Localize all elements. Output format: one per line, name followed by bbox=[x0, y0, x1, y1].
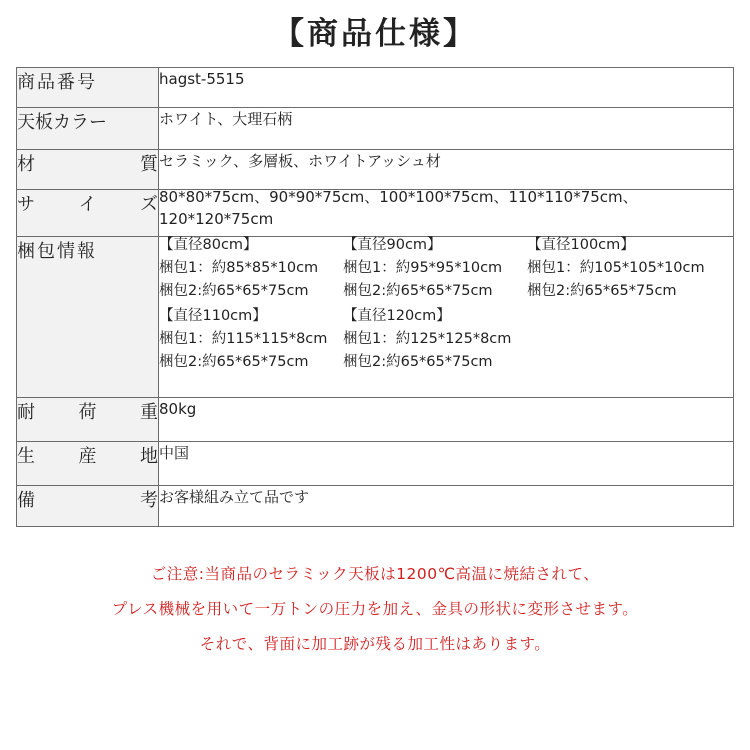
notice-block bbox=[0, 557, 750, 662]
item-no-label: 商品番号 bbox=[17, 72, 97, 93]
packaging-head: 【直径90cm】 bbox=[343, 237, 442, 254]
notice-line: プレス機械を用いて一万トンの圧力を加え、金具の形状に変形させます。 bbox=[111, 600, 639, 618]
remarks-value: お客様組み立て品です bbox=[159, 486, 734, 527]
origin-value: 中国 bbox=[159, 442, 734, 486]
label-char: 備 bbox=[17, 490, 35, 512]
packaging-line: 梱包1：約95*95*10cm bbox=[343, 260, 503, 277]
spec-row-size bbox=[17, 190, 734, 237]
packaging-line: 梱包2:約65*65*75cm bbox=[527, 283, 677, 300]
label-char: 重 bbox=[140, 402, 158, 424]
packaging-line: 梱包2:約65*65*75cm bbox=[159, 283, 309, 300]
size-label bbox=[17, 190, 158, 216]
label-char: 材 bbox=[17, 153, 35, 175]
label-char: 荷 bbox=[78, 402, 97, 424]
spec-row-origin bbox=[17, 442, 734, 486]
load-value: 80kg bbox=[159, 398, 734, 442]
origin-label bbox=[17, 442, 158, 468]
packaging-block bbox=[159, 305, 343, 374]
label-char: 考 bbox=[140, 490, 158, 512]
label-char: ズ bbox=[140, 194, 158, 216]
size-value: 80*80*75cm、90*90*75cm、100*100*75cm、110*110*75cm、120*120*75cm bbox=[159, 188, 638, 229]
label-char: イ bbox=[78, 194, 97, 216]
packaging-head: 【直径100cm】 bbox=[527, 237, 635, 254]
packaging-label: 梱包情報 bbox=[17, 241, 97, 263]
spec-row-material bbox=[17, 149, 734, 190]
label-char: サ bbox=[17, 194, 35, 216]
packaging-block bbox=[159, 234, 343, 303]
packaging-head: 【直径80cm】 bbox=[159, 237, 258, 254]
packaging-grid bbox=[159, 234, 733, 374]
label-char: 生 bbox=[17, 446, 35, 468]
notice-line: それで、背面に加工跡が残る加工性はあります。 bbox=[199, 635, 551, 653]
spec-row-item-no bbox=[17, 68, 734, 108]
packaging-block bbox=[343, 234, 527, 303]
spec-row-top-color bbox=[17, 107, 734, 149]
spec-table bbox=[16, 67, 734, 527]
top-color-value: ホワイト、大理石柄 bbox=[159, 107, 734, 149]
material-value: セラミック、多層板、ホワイトアッシュ材 bbox=[159, 149, 734, 190]
spec-row-packaging bbox=[17, 237, 734, 398]
packaging-block bbox=[527, 234, 717, 303]
packaging-line: 梱包2:約65*65*75cm bbox=[159, 354, 309, 371]
packaging-block bbox=[343, 305, 527, 374]
load-label bbox=[17, 398, 158, 424]
packaging-line: 梱包1：約125*125*8cm bbox=[343, 331, 512, 348]
label-char: 産 bbox=[78, 446, 97, 468]
label-char: 質 bbox=[140, 153, 158, 175]
spec-row-load bbox=[17, 398, 734, 442]
packaging-head: 【直径120cm】 bbox=[343, 308, 451, 325]
page-title: 【商品仕様】 bbox=[273, 16, 477, 52]
packaging-head: 【直径110cm】 bbox=[159, 308, 267, 325]
label-char: 地 bbox=[140, 446, 158, 468]
spec-row-remarks bbox=[17, 486, 734, 527]
packaging-line: 梱包1：約115*115*8cm bbox=[159, 331, 328, 348]
top-color-label: 天板カラー bbox=[17, 111, 107, 133]
packaging-line: 梱包1：約85*85*10cm bbox=[159, 260, 319, 277]
packaging-line: 梱包2:約65*65*75cm bbox=[343, 283, 493, 300]
remarks-label bbox=[17, 486, 158, 512]
label-char: 耐 bbox=[17, 402, 35, 424]
material-label bbox=[17, 150, 158, 176]
packaging-line: 梱包2:約65*65*75cm bbox=[343, 354, 493, 371]
item-no-value: hagst-5515 bbox=[159, 68, 734, 108]
packaging-line: 梱包1：約105*105*10cm bbox=[527, 260, 705, 277]
notice-line: ご注意:当商品のセラミック天板は1200℃高温に焼結されて、 bbox=[150, 565, 600, 583]
